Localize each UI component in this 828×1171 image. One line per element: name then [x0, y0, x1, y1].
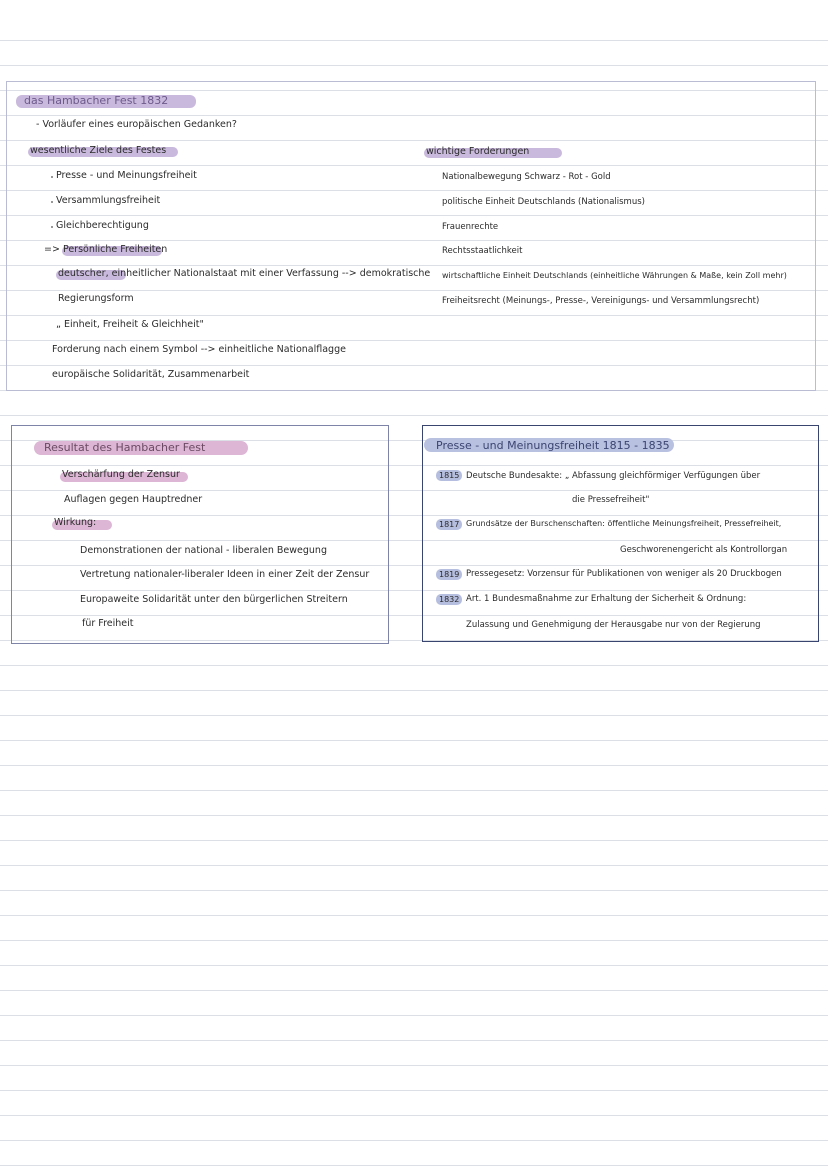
year-tag: 1832 — [436, 594, 462, 605]
press-entry: Grundsätze der Burschenschaften: öffentliche Meinungsfreiheit, Pressefreiheit, — [466, 519, 782, 528]
demand-item: Frauenrechte — [442, 222, 499, 232]
demand-item: wirtschaftliche Einheit Deutschlands (einheitliche Währungen & Maße, kein Zoll mehr) — [442, 271, 787, 280]
effect-item: Demonstrationen der national - liberalen Bewegung — [80, 545, 327, 556]
press-entry-cont: die Pressefreiheit" — [572, 495, 650, 505]
effect-item: Vertretung nationaler-liberaler Ideen in einer Zeit der Zensur — [80, 569, 370, 580]
motto-text: „ Einheit, Freiheit & Gleichheit" — [56, 319, 204, 330]
effect-item-cont: für Freiheit — [82, 618, 134, 629]
section-pressefreiheit — [422, 425, 819, 642]
year-tag: 1819 — [436, 569, 462, 580]
demand-item: Nationalbewegung Schwarz - Rot - Gold — [442, 172, 611, 182]
goals-heading: wesentliche Ziele des Festes — [30, 145, 167, 156]
section1-title: das Hambacher Fest 1832 — [24, 94, 169, 107]
goal-item: Gleichberechtigung — [56, 220, 149, 231]
section2-title: Resultat des Hambacher Fest — [44, 441, 206, 454]
effect-heading: Wirkung: — [54, 517, 97, 528]
question-text: - Vorläufer eines europäischen Gedanken? — [36, 119, 237, 130]
demand-item: Freiheitsrecht (Meinungs-, Presse-, Vereinigungs- und Versammlungsrecht) — [442, 296, 760, 306]
solidarity-text: europäische Solidarität, Zusammenarbeit — [52, 369, 250, 380]
result-item: Verschärfung der Zensur — [62, 469, 180, 480]
press-entry: Art. 1 Bundesmaßnahme zur Erhaltung der Sicherheit & Ordnung: — [466, 594, 747, 604]
goal-conclusion: => Persönliche Freiheiten — [44, 244, 168, 255]
result-item: Auflagen gegen Hauptredner — [64, 494, 203, 505]
demands-heading: wichtige Forderungen — [426, 146, 530, 157]
symbol-text: Forderung nach einem Symbol --> einheitliche Nationalflagge — [52, 344, 346, 355]
demand-item: politische Einheit Deutschlands (Nationalismus) — [442, 197, 645, 207]
bullet-icon — [51, 201, 53, 203]
press-entry-cont: Zulassung und Genehmigung der Herausgabe nur von der Regierung — [466, 620, 761, 630]
section3-title: Presse - und Meinungsfreiheit 1815 - 1835 — [436, 439, 670, 452]
section-resultat — [11, 425, 389, 644]
goal-item: Versammlungsfreiheit — [56, 195, 161, 206]
press-entry-cont: Geschworenengericht als Kontrollorgan — [620, 545, 788, 555]
bullet-icon — [51, 226, 53, 228]
effect-item: Europaweite Solidarität unter den bürgerlichen Streitern — [80, 594, 348, 605]
year-tag: 1815 — [436, 470, 462, 481]
demand-item: Rechtsstaatlichkeit — [442, 246, 523, 256]
year-tag: 1817 — [436, 519, 462, 530]
nation-line-cont: Regierungsform — [58, 293, 134, 304]
nation-line: deutscher, einheitlicher Nationalstaat mit einer Verfassung --> demokratische — [58, 268, 431, 279]
press-entry: Deutsche Bundesakte: „ Abfassung gleichförmiger Verfügungen über — [466, 471, 761, 481]
press-entry: Pressegesetz: Vorzensur für Publikationen von weniger als 20 Druckbogen — [466, 569, 782, 579]
goal-item: Presse - und Meinungsfreiheit — [56, 170, 197, 181]
bullet-icon — [51, 176, 53, 178]
